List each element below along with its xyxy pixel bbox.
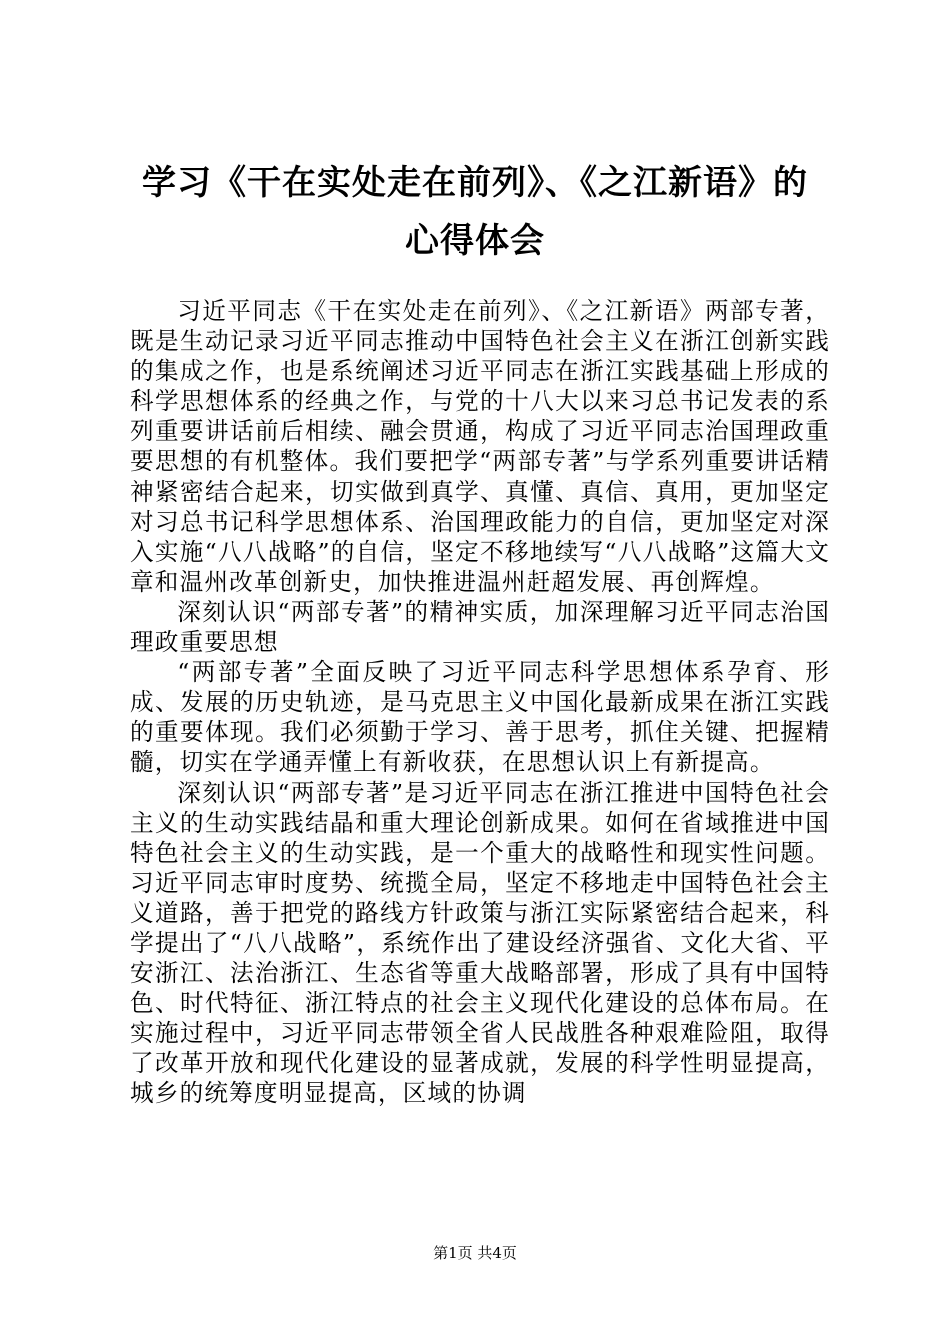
- document-body: [130, 296, 830, 1109]
- paragraph-intro: 习近平同志《干在实处走在前列》、《之江新语》两部专著，既是生动记录习近平同志推动中国特色社会主义在浙江创新实践的集成之作，也是系统阐述习近平同志在浙江实践基础上形成的科学思想体系的经典之作，与党的十八大以来习总书记发表的系列重要讲话前后相续、融会贯通，构成了习近平同志治国理政重要思想的有机整体。我们要把学“两部专著”与学系列重要讲话精神紧密结合起来，切实做到真学、真懂、真信、真用，更加坚定对习总书记科学思想体系、治国理政能力的自信，更加坚定对深入实施“八八战略”的自信，坚定不移地续写“八八战略”这篇大文章和温州改革创新史，加快推进温州赶超发展、再创辉煌。: [130, 297, 830, 596]
- paragraph-practice: 深刻认识“两部专著”是习近平同志在浙江推进中国特色社会主义的生动实践结晶和重大理论创新成果。如何在省域推进中国特色社会主义的生动实践，是一个重大的战略性和现实性问题。习近平同志审时度势、统揽全局，坚定不移地走中国特色社会主义道路，善于把党的路线方针政策与浙江实际紧密结合起来，科学提出了“八八战略”，系统作出了建设经济强省、文化大省、平安浙江、法治浙江、生态省等重大战略部署，形成了具有中国特色、时代特征、浙江特点的社会主义现代化建设的总体布局。在实施过程中，习近平同志带领全省人民战胜各种艰难险阻，取得了改革开放和现代化建设的显著成就，发展的科学性明显提高，城乡的统筹度明显提高，区域的协调: [130, 778, 830, 1108]
- paragraph-overview: “两部专著”全面反映了习近平同志科学思想体系孕育、形成、发展的历史轨迹，是马克思主义中国化最新成果在浙江实践的重要体现。我们必须勤于学习、善于思考，抓住关键、把握精髓，切实在学通弄懂上有新收获，在思想认识上有新提高。: [130, 658, 830, 777]
- document-title-line-1: 学习《干在实处走在前列》、《之江新语》的: [142, 163, 808, 203]
- document-title-line-2: 心得体会: [405, 221, 545, 261]
- page-footer: 第1页 共4页: [433, 1244, 517, 1262]
- paragraph-section-heading: 深刻认识“两部专著”的精神实质，加深理解习近平同志治国理政重要思想: [130, 597, 830, 657]
